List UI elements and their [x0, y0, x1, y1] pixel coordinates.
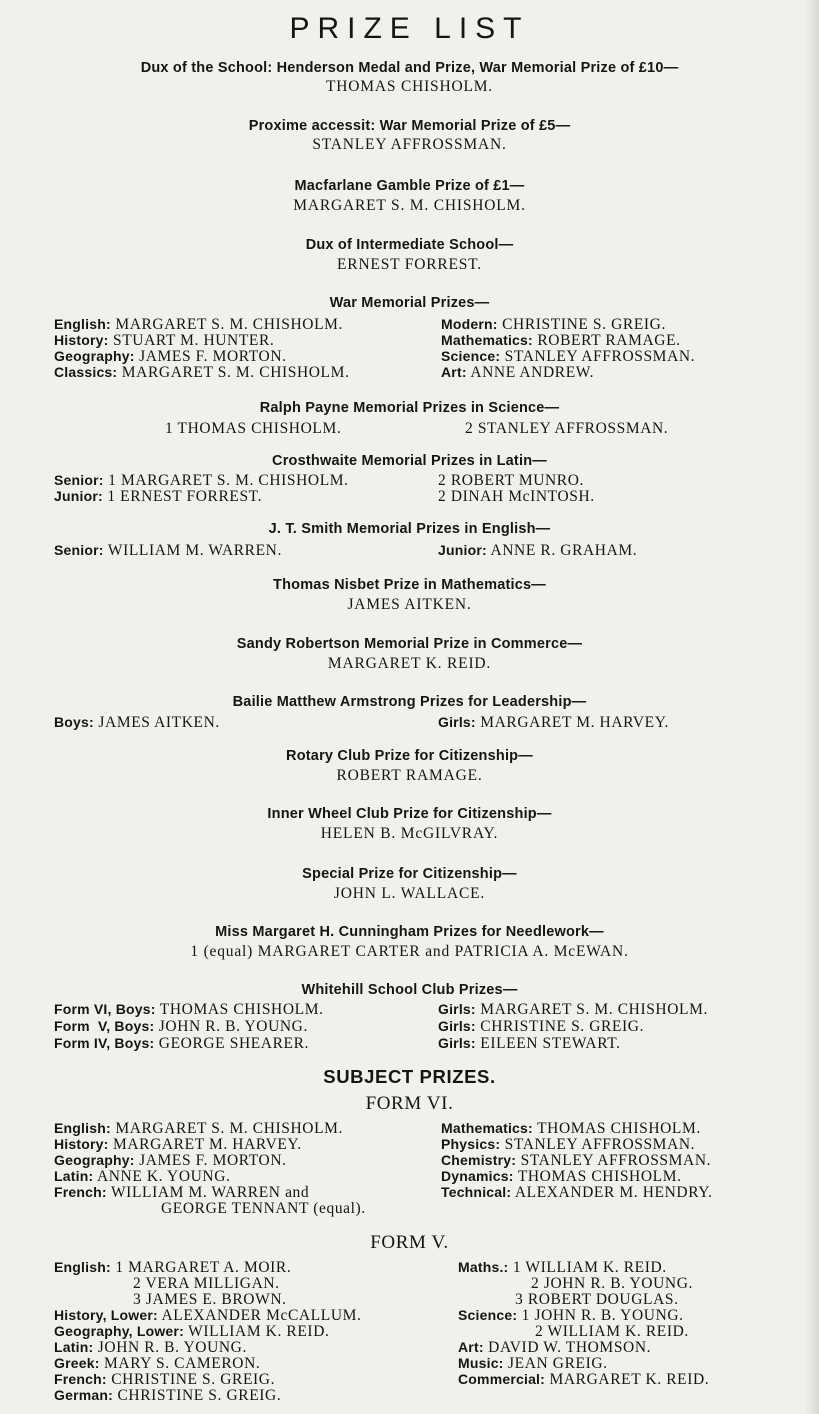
form-six-row: Geography: JAMES F. MORTON.: [54, 1152, 287, 1169]
whitehill-row: Girls: EILEEN STEWART.: [438, 1035, 621, 1052]
war-memorial-row: History: STUART M. HUNTER.: [54, 332, 275, 349]
cunningham-name: 1 (equal) MARGARET CARTER and PATRICIA A. McEWAN.: [190, 943, 629, 960]
war-memorial-row: Classics: MARGARET S. M. CHISHOLM.: [54, 364, 350, 381]
form-six-row: Latin: ANNE K. YOUNG.: [54, 1168, 231, 1185]
form-five-row: French: CHRISTINE S. GREIG.: [54, 1371, 276, 1388]
form-six-row: Technical: ALEXANDER M. HENDRY.: [441, 1184, 713, 1201]
ralph-payne-second: 2 STANLEY AFFROSSMAN.: [465, 420, 669, 437]
form-six-row: Physics: STANLEY AFFROSSMAN.: [441, 1136, 696, 1153]
dux-name: THOMAS CHISHOLM.: [326, 78, 493, 95]
form-six-row: Mathematics: THOMAS CHISHOLM.: [441, 1120, 701, 1137]
subject-prizes-heading: SUBJECT PRIZES.: [323, 1066, 496, 1087]
form-six-row: English: MARGARET S. M. CHISHOLM.: [54, 1120, 344, 1137]
form-five-row: 3 JAMES E. BROWN.: [133, 1291, 287, 1308]
form-five-row: 2 VERA MILLIGAN.: [133, 1275, 280, 1292]
war-memorial-row: Art: ANNE ANDREW.: [441, 364, 595, 381]
page-title: PRIZE LIST: [289, 12, 530, 45]
form-six-row: GEORGE TENNANT (equal).: [161, 1200, 366, 1217]
form-five-row: Art: DAVID W. THOMSON.: [458, 1339, 652, 1356]
bailie-heading: Bailie Matthew Armstrong Prizes for Leadership—: [232, 694, 587, 710]
form-five-heading: FORM V.: [370, 1232, 449, 1253]
nisbet-name: JAMES AITKEN.: [347, 596, 472, 613]
form-five-row: German: CHRISTINE S. GREIG.: [54, 1387, 282, 1404]
jt-smith-heading: J. T. Smith Memorial Prizes in English—: [268, 521, 551, 537]
form-five-row: Commercial: MARGARET K. REID.: [458, 1371, 710, 1388]
bailie-girls: Girls: MARGARET M. HARVEY.: [438, 714, 669, 731]
whitehill-row: Form IV, Boys: GEORGE SHEARER.: [54, 1035, 310, 1052]
war-memorial-row: Geography: JAMES F. MORTON.: [54, 348, 287, 365]
form-six-row: Dynamics: THOMAS CHISHOLM.: [441, 1168, 682, 1185]
form-six-row: Chemistry: STANLEY AFFROSSMAN.: [441, 1152, 712, 1169]
sandy-heading: Sandy Robertson Memorial Prize in Commerce—: [236, 636, 583, 652]
macfarlane-heading: Macfarlane Gamble Prize of £1—: [294, 178, 525, 194]
form-five-row: Latin: JOHN R. B. YOUNG.: [54, 1339, 247, 1356]
jt-smith-junior: Junior: ANNE R. GRAHAM.: [438, 542, 638, 559]
war-memorial-row: English: MARGARET S. M. CHISHOLM.: [54, 316, 344, 333]
macfarlane-name: MARGARET S. M. CHISHOLM.: [293, 197, 526, 214]
whitehill-row: Form V, Boys: JOHN R. B. YOUNG.: [54, 1018, 308, 1035]
cunningham-heading: Miss Margaret H. Cunningham Prizes for Needlework—: [215, 924, 604, 940]
special-name: JOHN L. WALLACE.: [333, 885, 486, 902]
ralph-payne-first: 1 THOMAS CHISHOLM.: [165, 420, 342, 437]
whitehill-row: Girls: MARGARET S. M. CHISHOLM.: [438, 1001, 708, 1018]
intermediate-name: ERNEST FORREST.: [337, 256, 482, 273]
whitehill-row: Form VI, Boys: THOMAS CHISHOLM.: [54, 1001, 324, 1018]
special-heading: Special Prize for Citizenship—: [302, 866, 517, 882]
proxime-heading: Proxime accessit: War Memorial Prize of £5—: [248, 118, 571, 134]
ralph-payne-heading: Ralph Payne Memorial Prizes in Science—: [259, 400, 560, 416]
crosthwaite-row: 2 DINAH McINTOSH.: [438, 488, 595, 505]
crosthwaite-heading: Crosthwaite Memorial Prizes in Latin—: [272, 453, 547, 469]
nisbet-heading: Thomas Nisbet Prize in Mathematics—: [273, 577, 546, 593]
rotary-heading: Rotary Club Prize for Citizenship—: [286, 748, 533, 764]
proxime-name: STANLEY AFFROSSMAN.: [312, 136, 507, 153]
whitehill-row: Girls: CHRISTINE S. GREIG.: [438, 1018, 645, 1035]
rotary-name: ROBERT RAMAGE.: [336, 767, 483, 784]
war-memorial-row: Modern: CHRISTINE S. GREIG.: [441, 316, 666, 333]
inner-wheel-name: HELEN B. McGILVRAY.: [320, 825, 499, 842]
form-five-row: 2 WILLIAM K. REID.: [535, 1323, 689, 1340]
war-memorial-heading: War Memorial Prizes—: [329, 295, 490, 311]
form-five-row: English: 1 MARGARET A. MOIR.: [54, 1259, 292, 1276]
sandy-name: MARGARET K. REID.: [327, 655, 492, 672]
bailie-boys: Boys: JAMES AITKEN.: [54, 714, 220, 731]
crosthwaite-row: 2 ROBERT MUNRO.: [438, 472, 585, 489]
whitehill-heading: Whitehill School Club Prizes—: [301, 982, 518, 998]
form-six-heading: FORM VI.: [365, 1093, 454, 1114]
war-memorial-row: Mathematics: ROBERT RAMAGE.: [441, 332, 681, 349]
form-five-row: Greek: MARY S. CAMERON.: [54, 1355, 261, 1372]
inner-wheel-heading: Inner Wheel Club Prize for Citizenship—: [267, 806, 552, 822]
intermediate-heading: Dux of Intermediate School—: [305, 237, 514, 253]
form-five-row: Music: JEAN GREIG.: [458, 1355, 608, 1372]
form-five-row: 2 JOHN R. B. YOUNG.: [531, 1275, 693, 1292]
form-five-row: Geography, Lower: WILLIAM K. REID.: [54, 1323, 330, 1340]
form-five-row: History, Lower: ALEXANDER McCALLUM.: [54, 1307, 362, 1324]
dux-heading: Dux of the School: Henderson Medal and Prize, War Memorial Prize of £10—: [140, 60, 679, 76]
form-six-row: French: WILLIAM M. WARREN and: [54, 1184, 310, 1201]
form-five-row: Science: 1 JOHN R. B. YOUNG.: [458, 1307, 684, 1324]
form-five-row: 3 ROBERT DOUGLAS.: [515, 1291, 679, 1308]
form-six-row: History: MARGARET M. HARVEY.: [54, 1136, 302, 1153]
jt-smith-senior: Senior: WILLIAM M. WARREN.: [54, 542, 282, 559]
war-memorial-row: Science: STANLEY AFFROSSMAN.: [441, 348, 696, 365]
crosthwaite-row: Junior: 1 ERNEST FORREST.: [54, 488, 263, 505]
crosthwaite-row: Senior: 1 MARGARET S. M. CHISHOLM.: [54, 472, 349, 489]
form-five-row: Maths.: 1 WILLIAM K. REID.: [458, 1259, 667, 1276]
